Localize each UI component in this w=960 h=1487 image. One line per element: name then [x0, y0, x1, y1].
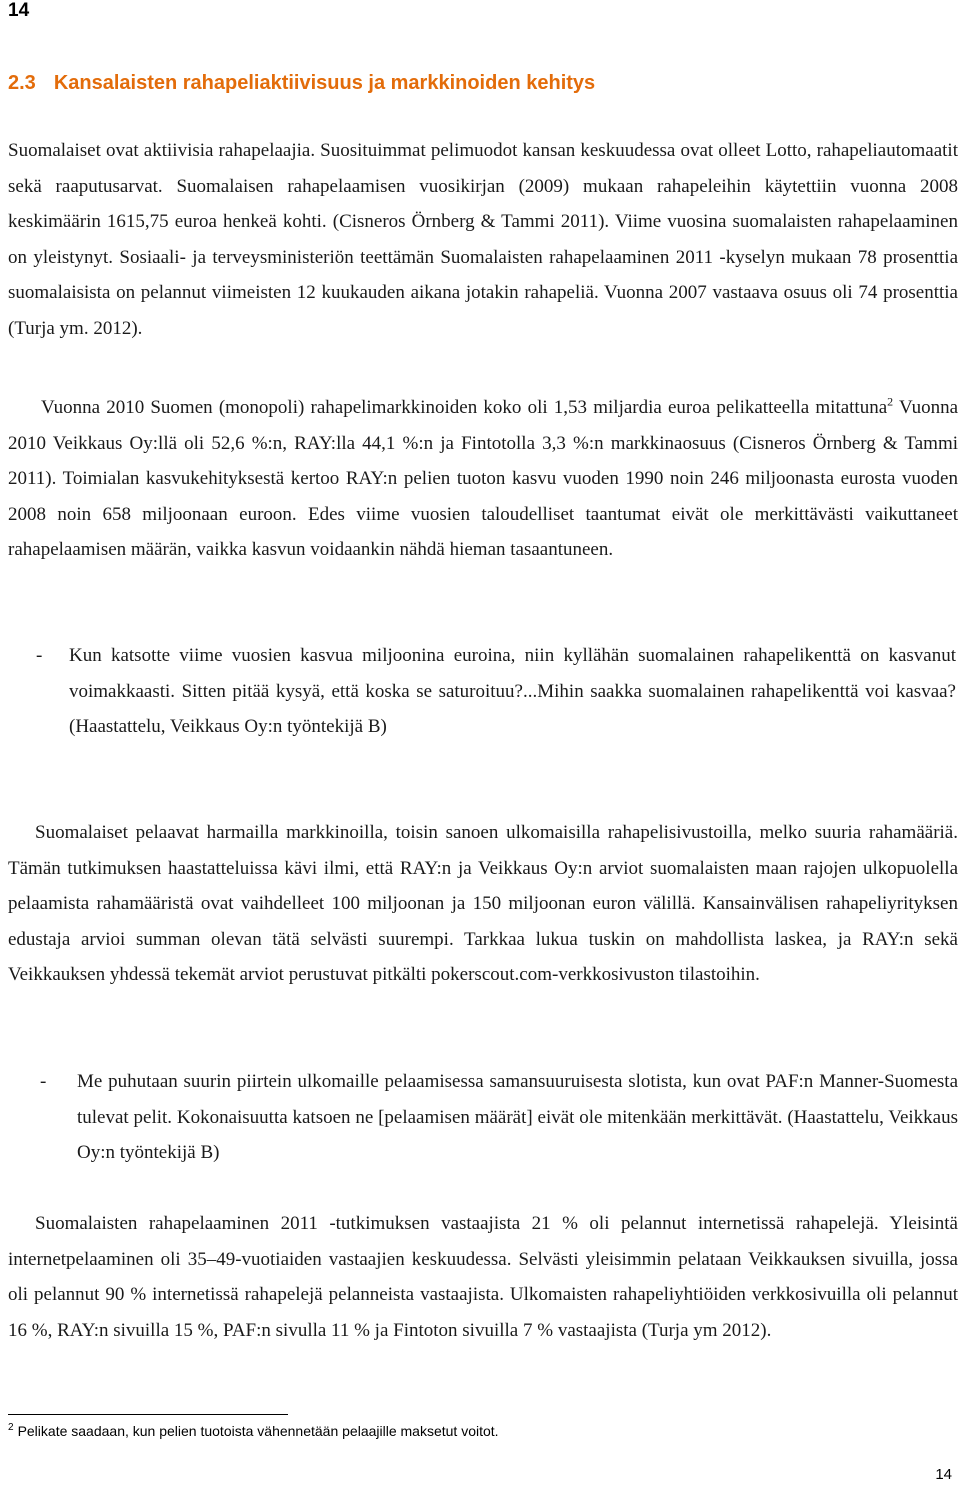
section-heading — [8, 72, 595, 95]
quote-2-dash: - — [40, 1071, 47, 1092]
page-number-bottom: 14 — [935, 1466, 952, 1483]
paragraph-4: Suomalaisten rahapelaaminen 2011 -tutkimuksen vastaajista 21 % oli pelannut internetissä rahapelejä. Yleisintä internetpelaaminen oli 35–49-vuotiaiden vastaajien keskuudessa. Selvästi yleisimmin pelataan Veikkauksen sivuilla, jossa oli pelannut 90 % internetissä rahapelejä pelanneista vastaajista. Ulkomaisten rahapeliyhtiöiden verkkosivuilla oli pelannut 16 %, RAY:n sivuilla 15 %, PAF:n sivulla 11 % ja Fintoton sivuilla 7 % vastaajista (Turja ym 2012). — [8, 1213, 958, 1341]
section-title-text: Kansalaisten rahapeliaktiivisuus ja markkinoiden kehitys — [53, 72, 596, 94]
paragraph-1: Suomalaiset ovat aktiivisia rahapelaajia. Suosituimmat pelimuodot kansan keskuudessa ovat olleet Lotto, rahapeliautomaatit sekä raaputusarvat. Suomalaisen rahapelaamisen vuosikirjan (2009) mukaan rahapeleihin käytettiin vuonna 2008 keskimäärin 1615,75 euroa henkeä kohti. (Cisneros Örnberg & Tammi 2011). Viime vuosina suomalaisten rahapelaaminen on yleistynyt. Sosiaali- ja terveysministeriön teettämän Suomalaisten rahapelaaminen 2011 -kyselyn mukaan 78 prosenttia suomalaisista on pelannut viimeisten 12 kuukauden aikana jotakin rahapeliä. Vuonna 2007 vastaava osuus oli 74 prosenttia (Turja ym. 2012). — [8, 140, 958, 339]
section-number: 2.3 — [8, 72, 36, 94]
paragraph-2-part-b: Vuonna 2010 Veikkaus Oy:llä oli 52,6 %:n, RAY:lla 44,1 %:n ja Fintotolla 3,3 %:n markkinaosuus (Cisneros Örnberg & Tammi 2011). Toimialan kasvukehityksestä kertoo RAY:n pelien tuoton kasvu vuoden 1990 noin 246 miljoonasta eurosta vuoden 2008 noin 658 miljoonaan euroon. Edes viime vuosien taloudelliset taantumat eivät ole merkittävästi vaikuttaneet rahapelaamisen määrän, vaikka kasvun voidaankin nähdä hieman tasaantuneen. — [8, 397, 959, 560]
interview-quote-1 — [36, 638, 956, 745]
paragraph-2 — [8, 390, 958, 568]
quote-2-text: Me puhutaan suurin piirtein ulkomaille pelaamisessa samansuuruisesta slotista, kun ovat PAF:n Manner-Suomesta tulevat pelit. Kokonaisuutta katsoen ne [pelaamisen määrät] eivät ole mitenkään merkittävät. (Haastattelu, Veikkaus Oy:n työntekijä B) — [77, 1071, 958, 1163]
paragraph-3: Suomalaiset pelaavat harmailla markkinoilla, toisin sanoen ulkomaisilla rahapelisivustoilla, melko suuria rahamääriä. Tämän tutkimuksen haastatteluissa kävi ilmi, että RAY:n ja Veikkaus Oy:n arviot suomalaisten maan rajojen ulkopuolella pelaamista rahamääristä ovat vaihdelleet 100 miljoonan ja 150 miljoonan euron välillä. Kansainvälisen rahapeliyrityksen edustaja arvioi summan olevan tätä selvästi suurempi. Tarkkaa lukua tuskin on mahdollista laskea, ja RAY:n sekä Veikkauksen yhdessä tekemät arviot perustuvat pitkälti pokerscout.com-verkkosivuston tilastoihin. — [8, 822, 958, 985]
footnote-separator — [8, 1414, 288, 1415]
footnote-number: 2 — [8, 1422, 14, 1434]
footnote — [8, 1423, 499, 1439]
page-number-top: 14 — [8, 0, 30, 21]
footnote-ref: 2 — [887, 394, 894, 409]
footnote-text: Pelikate saadaan, kun pelien tuotoista vähennetään pelaajille maksetut voitot. — [17, 1423, 499, 1439]
interview-quote-2 — [40, 1064, 958, 1171]
quote-1-dash: - — [36, 645, 43, 666]
quote-1-text: Kun katsotte viime vuosien kasvua miljoonina euroina, niin kyllähän suomalainen rahapelikenttä on kasvanut voimakkaasti. Sitten pitää kysyä, että koska se saturoituu?...Mihin saakka suomalainen rahapelikenttä voi kasvaa? (Haastattelu, Veikkaus Oy:n työntekijä B) — [69, 645, 956, 737]
paragraph-2-part-a: Vuonna 2010 Suomen (monopoli) rahapelimarkkinoiden koko oli 1,53 miljardia euroa pelikatteella mitattuna — [41, 397, 888, 418]
